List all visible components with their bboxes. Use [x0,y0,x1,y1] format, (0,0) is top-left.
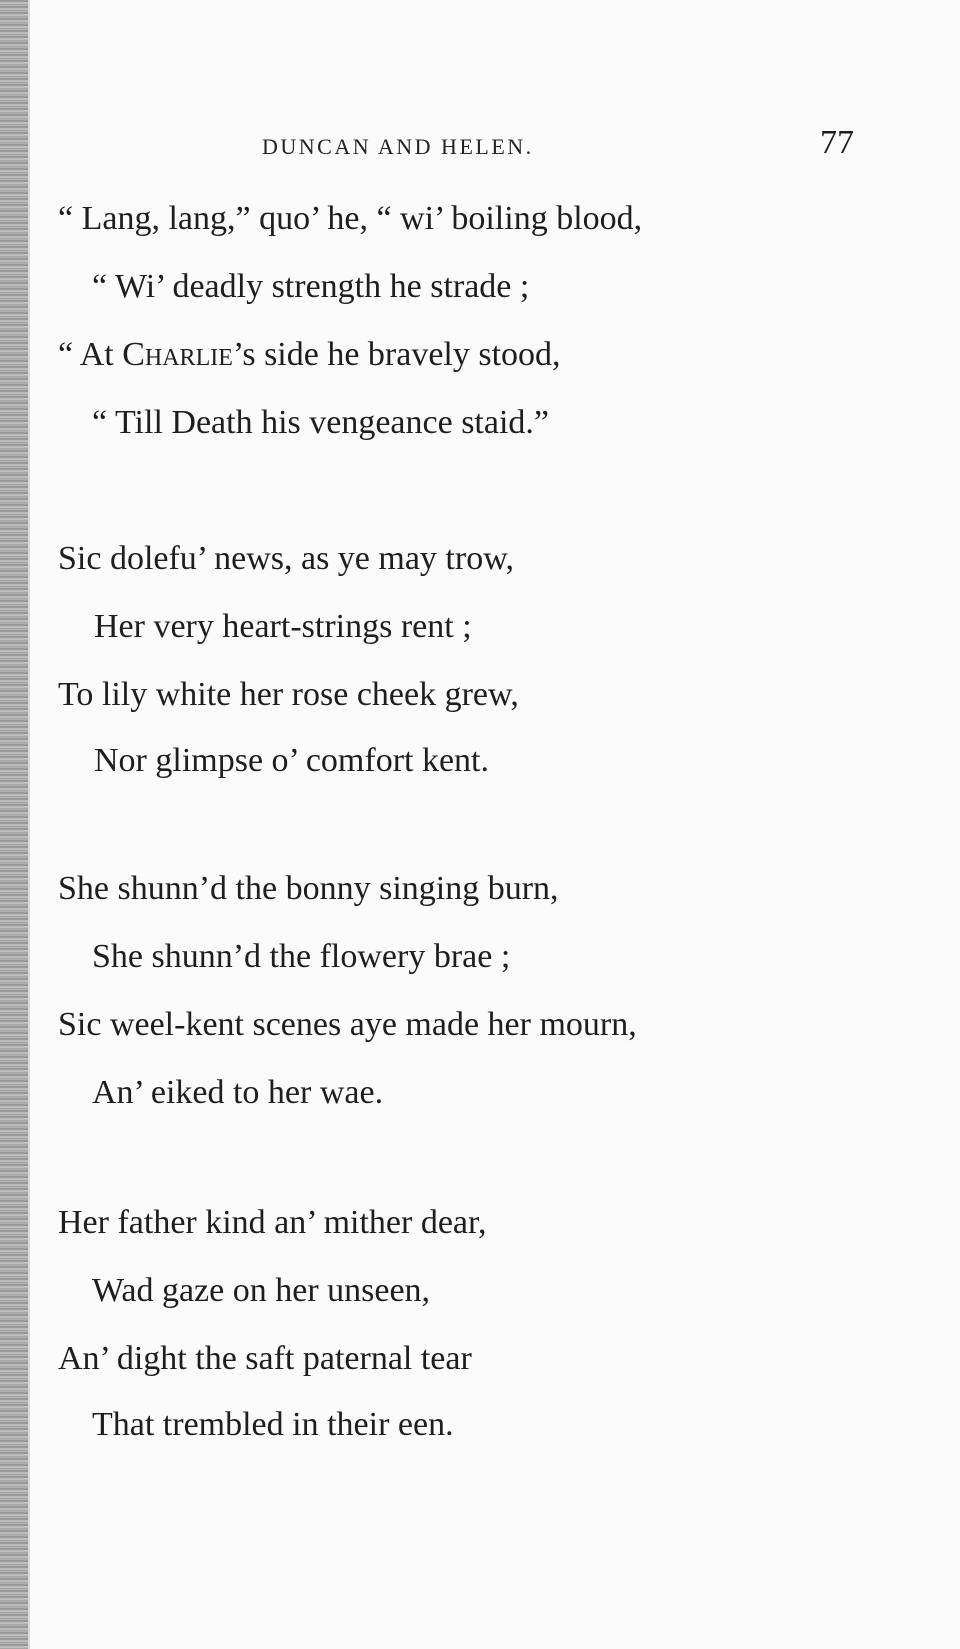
poem-line: Wad gaze on her unseen, [92,1272,431,1309]
poem-line: “ Wi’ deadly strength he strade ; [92,268,530,305]
poem-line: Her very heart-strings rent ; [94,608,472,645]
name-charlie: Charlie [122,336,233,373]
running-title: DUNCAN AND HELEN. [262,134,534,159]
poem-line: She shunn’d the flowery brae ; [92,938,511,975]
page-header [0,124,960,170]
poem-line: Sic weel-kent scenes aye made her mourn, [58,1006,637,1043]
poem-line: That trembled in their een. [92,1406,454,1443]
poem-line-part: “ At [58,336,123,373]
poem-line: Sic dolefu’ news, as ye may trow, [58,540,515,577]
poem-line: She shunn’d the bonny singing burn, [58,870,559,907]
poem-line-part: ’s side he bravely stood, [232,336,561,373]
poem-line: “ Till Death his vengeance staid.” [92,404,550,441]
page-number: 77 [820,124,854,161]
poem-line: Her father kind an’ mither dear, [58,1204,487,1241]
poem-line: An’ dight the saft paternal tear [58,1340,472,1377]
poem-line [58,336,561,374]
book-spine-edge [0,0,30,1649]
poem-line: Nor glimpse o’ comfort kent. [94,742,490,779]
poem-line: “ Lang, lang,” quo’ he, “ wi’ boiling blood, [58,200,643,237]
poem-line: An’ eiked to her wae. [92,1074,384,1111]
poem-line: To lily white her rose cheek grew, [58,676,519,713]
